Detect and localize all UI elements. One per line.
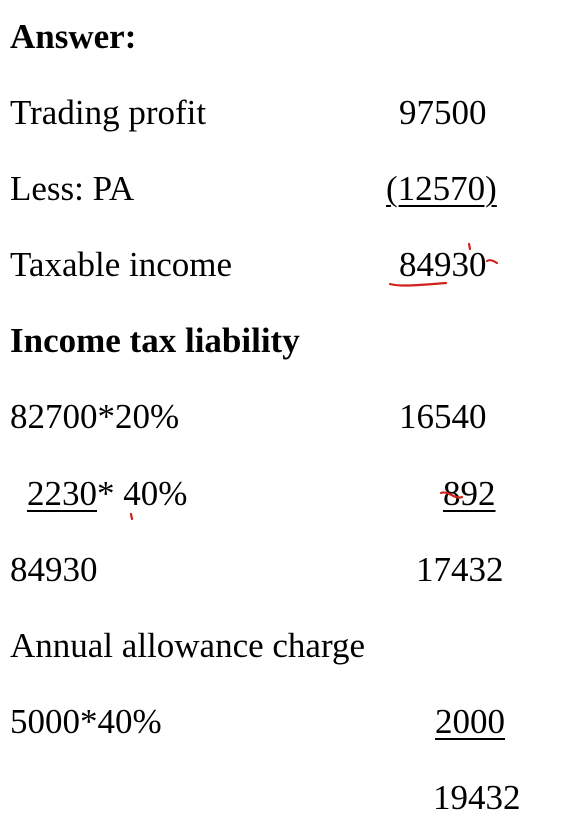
trading-profit-label: Trading profit <box>10 93 207 132</box>
basic-rate-band-label: 82700*20% <box>10 397 180 436</box>
higher-rate-band-amount: 892 <box>443 474 496 513</box>
annual-allowance-heading: Annual allowance charge <box>10 626 366 665</box>
higher-rate-tick <box>131 514 132 519</box>
annual-allowance-charge-amount: 2000 <box>435 702 505 741</box>
band-total-label: 84930 <box>10 550 98 589</box>
higher-rate-band-base: 2230 <box>27 474 97 513</box>
taxable-income-dash <box>487 260 497 263</box>
taxable-income-label: Taxable income <box>10 245 233 284</box>
band-total-amount: 17432 <box>416 550 504 589</box>
personal-allowance-label: Less: PA <box>10 169 135 208</box>
trading-profit-amount: 97500 <box>399 93 487 132</box>
total-liability-amount: 19432 <box>433 778 521 817</box>
taxable-income-amount: 84930 <box>399 245 487 284</box>
higher-rate-band-label <box>10 474 187 514</box>
income-tax-heading: Income tax liability <box>10 321 300 360</box>
higher-rate-band-rate: * 40% <box>97 474 188 513</box>
annual-allowance-charge-label: 5000*40% <box>10 702 162 741</box>
personal-allowance-amount: (12570) <box>386 169 497 208</box>
basic-rate-band-amount: 16540 <box>399 397 487 436</box>
answer-heading: Answer: <box>10 17 137 56</box>
